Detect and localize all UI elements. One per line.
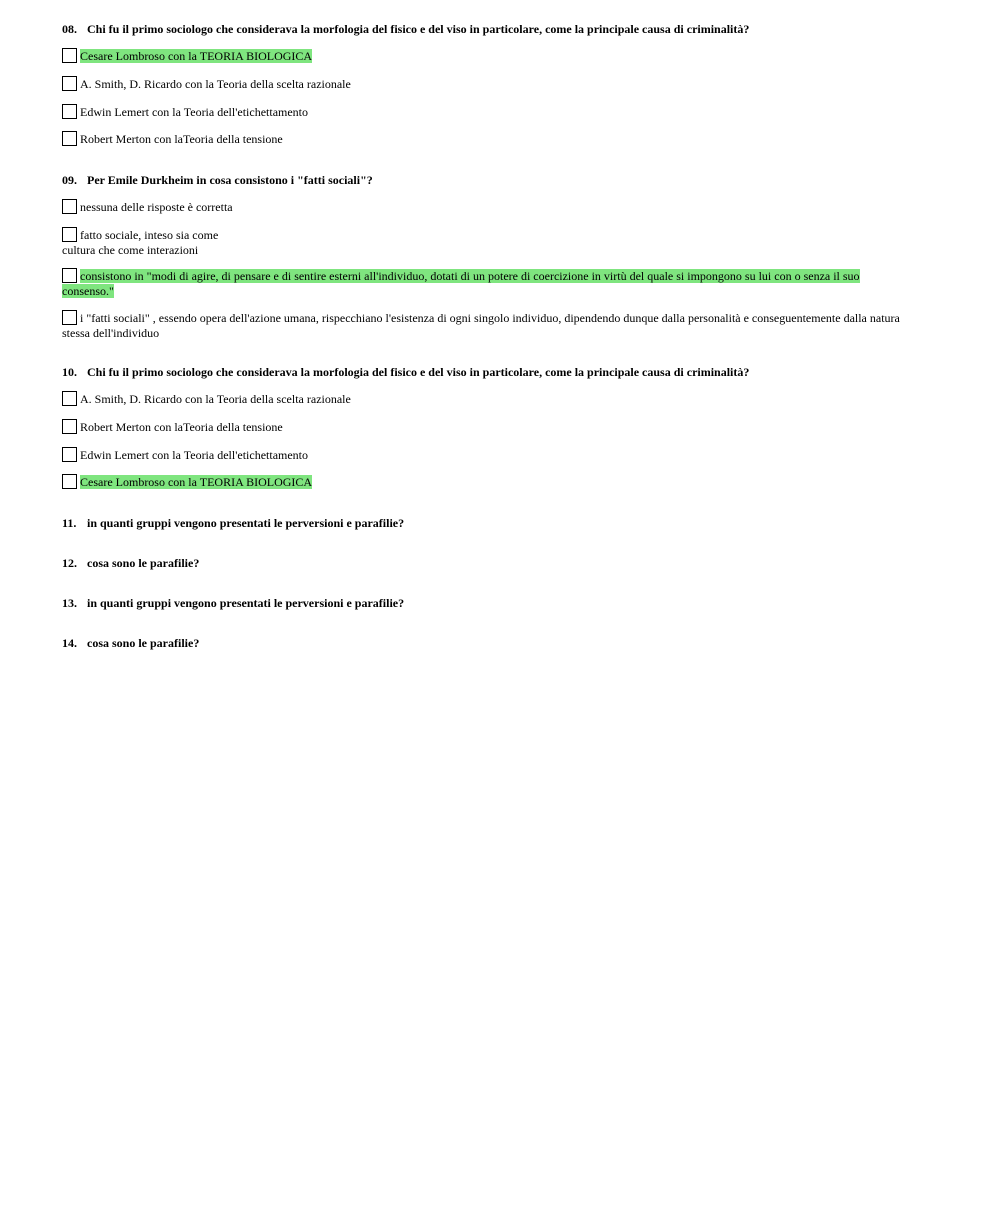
answer-text-correct: consistono in "modi di agire, di pensare e di sentire esterni all'individuo, dotati di un potere di coercizione in virtù del quale si impongono su lui con o senza il suo bbox=[80, 269, 860, 283]
question-text: Per Emile Durkheim in cosa consistono i "fatti sociali"? bbox=[87, 173, 373, 187]
answer-checkbox[interactable] bbox=[62, 391, 77, 406]
answer-text-continued: cultura che come interazioni bbox=[62, 243, 199, 257]
answer-option bbox=[62, 76, 942, 92]
question-number: 10. bbox=[62, 365, 77, 379]
answer-checkbox[interactable] bbox=[62, 48, 77, 63]
answer-checkbox[interactable] bbox=[62, 447, 77, 462]
answer-text: A. Smith, D. Ricardo con la Teoria della scelta razionale bbox=[80, 392, 351, 406]
question-number: 08. bbox=[62, 22, 77, 36]
question-13 bbox=[62, 596, 942, 610]
answer-text: Robert Merton con laTeoria della tensione bbox=[80, 132, 283, 146]
question-12 bbox=[62, 556, 942, 570]
question-number: 13. bbox=[62, 596, 77, 610]
answer-checkbox[interactable] bbox=[62, 268, 77, 283]
question-text: cosa sono le parafilie? bbox=[87, 556, 200, 570]
question-14 bbox=[62, 636, 942, 650]
answer-checkbox[interactable] bbox=[62, 419, 77, 434]
answer-option bbox=[62, 104, 942, 120]
answer-option bbox=[62, 199, 942, 215]
answer-checkbox[interactable] bbox=[62, 227, 77, 242]
question-text: Chi fu il primo sociologo che considerava la morfologia del fisico e del viso in particolare, come la principale causa di criminalità? bbox=[87, 365, 750, 379]
answer-option bbox=[62, 391, 942, 407]
answer-option bbox=[62, 227, 942, 258]
answer-checkbox[interactable] bbox=[62, 104, 77, 119]
answer-text: nessuna delle risposte è corretta bbox=[80, 200, 233, 214]
answer-text: A. Smith, D. Ricardo con la Teoria della scelta razionale bbox=[80, 77, 351, 91]
question-10 bbox=[62, 365, 942, 379]
answer-option bbox=[62, 48, 942, 64]
question-11 bbox=[62, 516, 942, 530]
question-text: cosa sono le parafilie? bbox=[87, 636, 200, 650]
answer-text-correct: Cesare Lombroso con la TEORIA BIOLOGICA bbox=[80, 49, 313, 63]
answer-text: i "fatti sociali" , essendo opera dell'azione umana, rispecchiano l'esistenza di ogni singolo individuo, dipendendo dunque dalla personalità e conseguentemente dalla natura bbox=[80, 311, 900, 325]
answer-checkbox[interactable] bbox=[62, 474, 77, 489]
answer-checkbox[interactable] bbox=[62, 199, 77, 214]
question-number: 09. bbox=[62, 173, 77, 187]
question-number: 12. bbox=[62, 556, 77, 570]
question-08 bbox=[62, 22, 942, 36]
answer-text-continued: stessa dell'individuo bbox=[62, 326, 160, 340]
answer-text-correct: Cesare Lombroso con la TEORIA BIOLOGICA bbox=[80, 475, 313, 489]
question-09 bbox=[62, 173, 942, 187]
answer-option bbox=[62, 419, 942, 435]
answer-checkbox[interactable] bbox=[62, 131, 77, 146]
question-text: Chi fu il primo sociologo che considerava la morfologia del fisico e del viso in particolare, come la principale causa di criminalità? bbox=[87, 22, 750, 36]
question-text: in quanti gruppi vengono presentati le perversioni e parafilie? bbox=[87, 596, 405, 610]
answer-option bbox=[62, 310, 942, 341]
answer-option bbox=[62, 131, 942, 147]
answer-checkbox[interactable] bbox=[62, 76, 77, 91]
answer-option bbox=[62, 447, 942, 463]
answer-option bbox=[62, 268, 942, 299]
question-number: 14. bbox=[62, 636, 77, 650]
answer-option bbox=[62, 474, 942, 490]
answer-text: Edwin Lemert con la Teoria dell'etichettamento bbox=[80, 448, 309, 462]
answer-text: Edwin Lemert con la Teoria dell'etichettamento bbox=[80, 105, 309, 119]
answer-checkbox[interactable] bbox=[62, 310, 77, 325]
answer-text: Robert Merton con laTeoria della tensione bbox=[80, 420, 283, 434]
answer-text: fatto sociale, inteso sia come bbox=[80, 228, 219, 242]
answer-text-correct-continued: consenso." bbox=[62, 284, 114, 298]
question-text: in quanti gruppi vengono presentati le perversioni e parafilie? bbox=[87, 516, 405, 530]
question-number: 11. bbox=[62, 516, 77, 530]
